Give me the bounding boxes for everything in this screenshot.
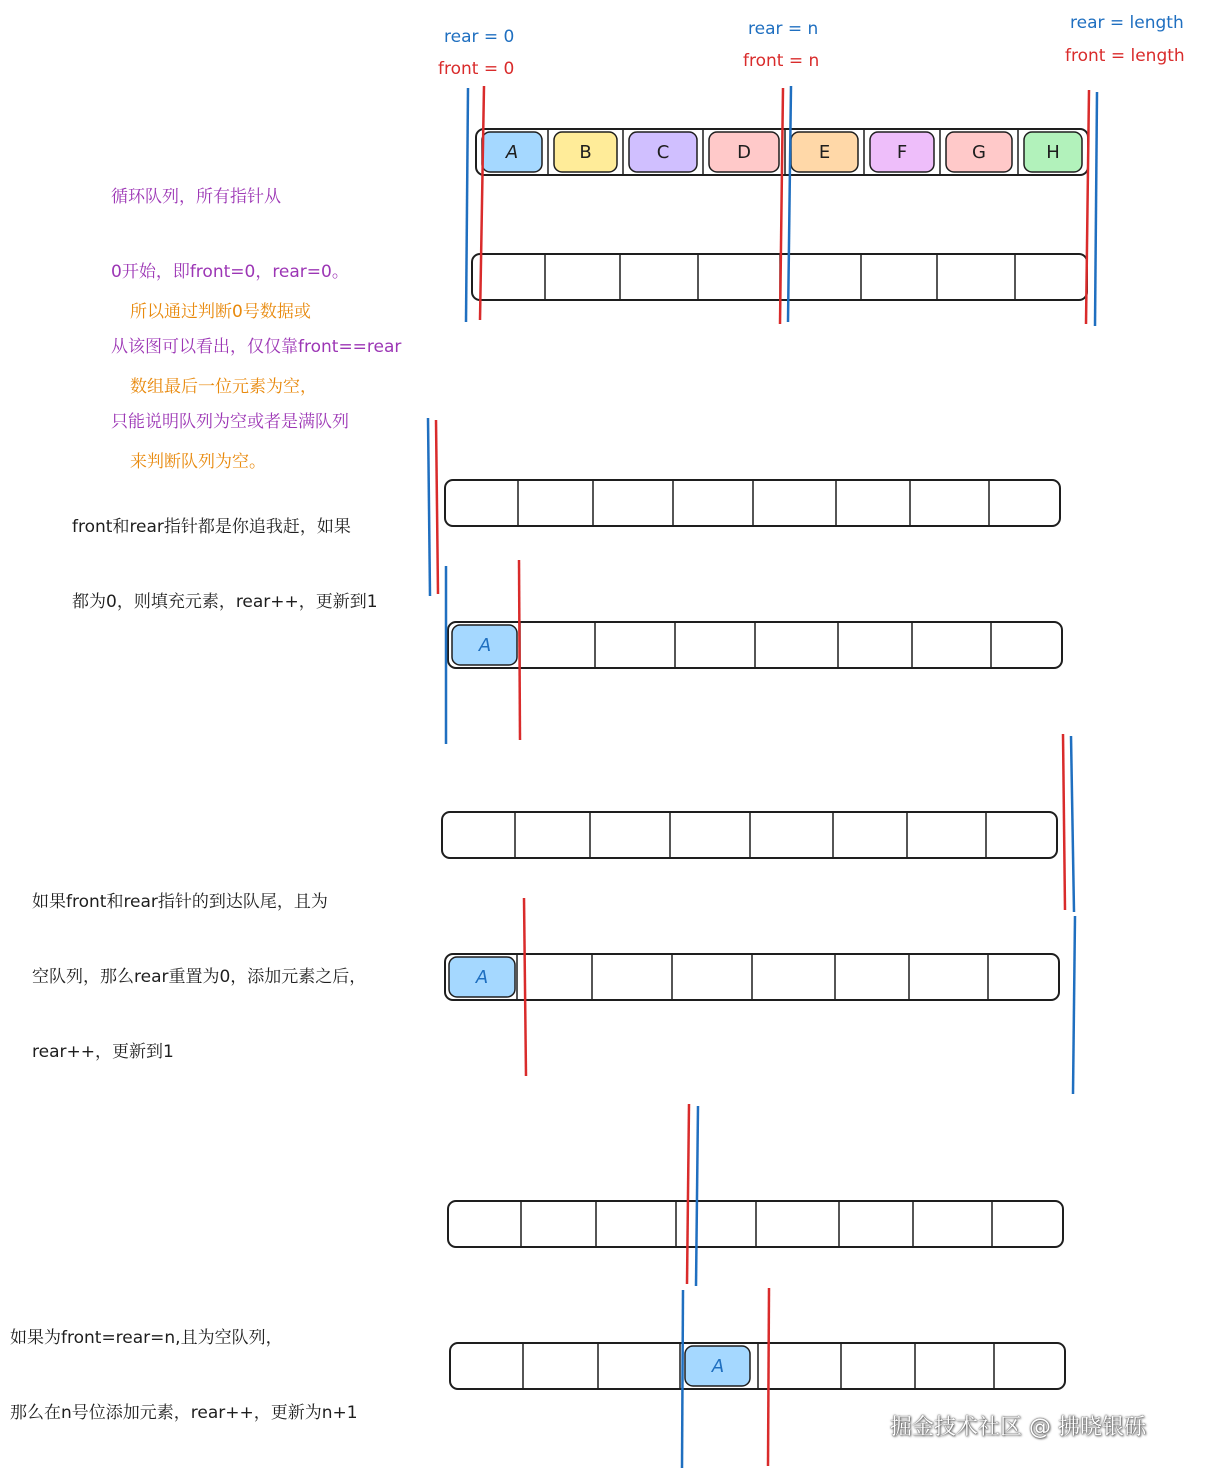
note-line: 从该图可以看出，仅仅靠front==rear bbox=[111, 337, 402, 357]
queue-cell-label-f: F bbox=[896, 142, 908, 163]
note-line: front和rear指针都是你追我赶，如果 bbox=[72, 517, 351, 537]
rear-pointer-line bbox=[524, 898, 526, 1076]
note-line: 如果front和rear指针的到达队尾，且为 bbox=[32, 892, 328, 912]
label-front-n: front = n bbox=[743, 51, 820, 71]
front-pointer-line bbox=[436, 420, 438, 594]
rear-pointer-line bbox=[696, 1106, 698, 1286]
queue-cell-label-h: H bbox=[1046, 142, 1060, 163]
label-front-0: front = 0 bbox=[438, 59, 515, 79]
front-pointer-line bbox=[780, 88, 783, 324]
note-line: 数组最后一位元素为空， bbox=[130, 377, 317, 397]
rear-pointer-line bbox=[1095, 92, 1097, 326]
note-middle bbox=[10, 1276, 358, 1451]
front-pointer-line bbox=[480, 86, 484, 320]
label-rear-n: rear = n bbox=[748, 19, 819, 39]
label-rear-0: rear = 0 bbox=[444, 27, 515, 47]
note-line: 空队列，那么rear重置为0，添加元素之后， bbox=[32, 967, 367, 987]
element-a-label: A bbox=[478, 635, 492, 656]
note-line: 都为0，则填充元素，rear++，更新到1 bbox=[72, 592, 378, 612]
rear-pointer-line bbox=[1071, 736, 1074, 912]
note-line: 0开始，即front=0，rear=0。 bbox=[111, 262, 349, 282]
note-line: 循环队列，所有指针从 bbox=[111, 187, 281, 207]
watermark: 掘金技术社区 @ 拂晓银砾 bbox=[890, 1415, 1146, 1440]
note-line: 来判断队列为空。 bbox=[130, 452, 266, 472]
queue-cell-label-e: E bbox=[818, 142, 831, 163]
rear-pointer-line bbox=[428, 418, 430, 596]
element-a-label: A bbox=[711, 1356, 725, 1377]
queue-cell-label-d: D bbox=[737, 142, 751, 163]
note-line: 所以通过判断0号数据或 bbox=[130, 302, 311, 322]
note-line: 如果为front=rear=n,且为空队列， bbox=[10, 1328, 283, 1348]
queue-cell-label-c: C bbox=[656, 142, 670, 163]
front-pointer-line bbox=[1063, 734, 1065, 910]
label-front-length: front = length bbox=[1065, 46, 1185, 66]
front-pointer-line bbox=[1086, 90, 1089, 324]
rear-pointer-line bbox=[768, 1288, 769, 1466]
queue-cell-label-a: A bbox=[505, 142, 519, 163]
note-tail bbox=[32, 840, 366, 1090]
note-line: rear++，更新到1 bbox=[32, 1042, 174, 1062]
note-line: 那么在n号位添加元素，rear++，更新为n+1 bbox=[10, 1403, 358, 1423]
front-pointer-line bbox=[682, 1290, 683, 1468]
element-a-label: A bbox=[475, 967, 489, 988]
front-pointer-line bbox=[1073, 916, 1075, 1094]
front-pointer-line bbox=[687, 1104, 689, 1284]
rear-pointer-line bbox=[788, 86, 791, 322]
note-chase bbox=[72, 465, 378, 640]
rear-pointer-line bbox=[519, 560, 520, 740]
rear-pointer-line bbox=[466, 88, 468, 322]
note-judge bbox=[130, 250, 317, 500]
note-line: 只能说明队列为空或者是满队列 bbox=[111, 412, 349, 432]
queue-cell-label-g: G bbox=[972, 142, 986, 163]
label-rear-length: rear = length bbox=[1070, 13, 1184, 33]
queue-cell-label-b: B bbox=[579, 142, 592, 163]
